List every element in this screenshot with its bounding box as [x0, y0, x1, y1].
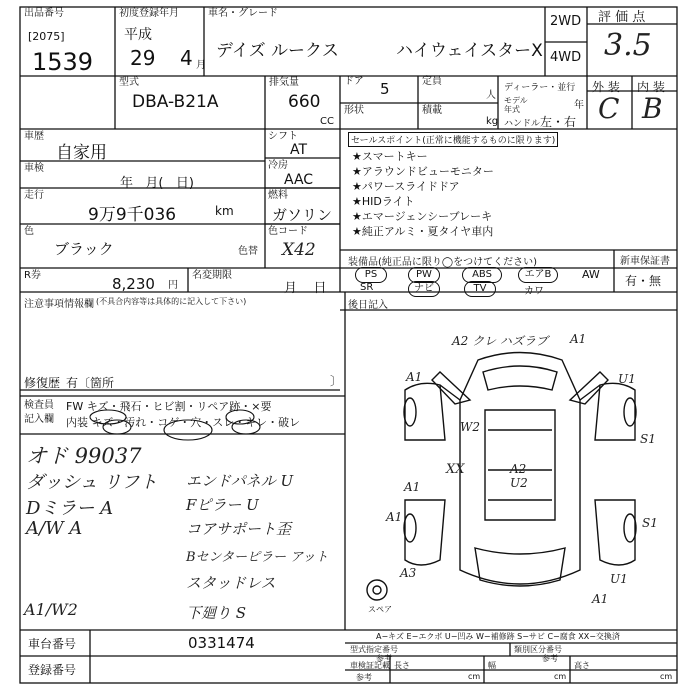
- reg-month-unit: 月: [196, 60, 206, 71]
- model-code: DBA-B21A: [132, 92, 219, 112]
- sales-point-item: ★アラウンドビューモニター: [352, 165, 494, 178]
- class-label: 類別区分番号: [514, 645, 562, 654]
- kg-unit: kg: [486, 116, 499, 127]
- diagram-note: W2: [460, 420, 480, 434]
- seats-label: 定員: [422, 76, 442, 87]
- seats-unit: 人: [486, 90, 496, 101]
- model-spec-ref: 参考: [376, 654, 392, 663]
- length-unit: cm: [468, 672, 481, 681]
- displacement-label: 排気量: [269, 77, 299, 88]
- equip-ps: PS: [355, 267, 387, 283]
- reg-year: 29: [130, 46, 156, 70]
- interior-label: 内 装: [637, 80, 665, 94]
- sales-points-list: [352, 149, 494, 239]
- exterior-grade: C: [598, 92, 620, 125]
- handle-label: ハンドル: [504, 119, 541, 129]
- recycle-unit: 円: [168, 280, 178, 291]
- mileage-label: 走行: [24, 190, 44, 201]
- color-code-label: 色コード: [268, 226, 308, 237]
- hand-note: オド 99037: [26, 444, 142, 468]
- fuel-label: 燃料: [268, 190, 288, 201]
- diagram-note: A1: [386, 510, 403, 524]
- rear-seat-label: 後日記入: [348, 300, 388, 311]
- damage-legend: A−キズ E−エクボ U−凹み W−補修跡 S−サビ C−腐食 XX−交換済: [376, 632, 620, 641]
- fuel-value: ガソリン: [272, 206, 333, 224]
- diagram-note: A1: [406, 370, 423, 384]
- reg-month: 4: [180, 46, 193, 70]
- inspector-label-1: 検査員: [24, 400, 54, 411]
- shape-label: 形状: [344, 105, 364, 116]
- length-label: 長さ: [394, 661, 410, 670]
- shift-value: AT: [290, 142, 308, 158]
- reg-number-label: 登録番号: [28, 663, 77, 677]
- recycle-label: R券: [24, 270, 41, 281]
- dealer-label: ディーラー・並行: [504, 83, 576, 93]
- diagram-note: A1: [592, 592, 609, 606]
- width-unit: cm: [554, 672, 567, 681]
- model-label: 型式: [119, 77, 139, 88]
- equip-tv: TV: [464, 281, 496, 297]
- sales-point-item: ★スマートキー: [352, 150, 428, 163]
- usage-label: 車歴: [24, 131, 44, 142]
- diagram-note: A3: [400, 566, 417, 580]
- drive-2wd: 2WD: [550, 14, 582, 29]
- sales-point-item: ★HIDライト: [352, 195, 415, 208]
- doors-value: 5: [380, 80, 390, 98]
- hand-note: エンドパネル U: [186, 472, 294, 490]
- color-label: 色: [24, 226, 34, 237]
- equip-sr: SR: [360, 282, 374, 293]
- inspector-row-2: 内装 キズ・汚れ・コゲ・穴・スレ・キレ・破レ: [66, 416, 301, 429]
- height-label: 高さ: [574, 661, 590, 670]
- cc-unit: CC: [320, 116, 334, 127]
- diagram-note: U1: [610, 572, 628, 586]
- spare-label: スペア: [368, 605, 392, 614]
- model-year-label: モデル年式: [504, 96, 528, 114]
- height-unit: cm: [660, 672, 673, 681]
- diagram-note: A2 クレ ハズラブ: [452, 334, 548, 348]
- shaken-label: 車検: [24, 163, 44, 174]
- diagram-note: A2 U2: [510, 462, 528, 490]
- equip-aw: AW: [582, 268, 600, 281]
- diagram-note: U1: [618, 372, 636, 386]
- hand-note: A1/W2: [24, 600, 78, 619]
- hand-note: Fピラー U: [186, 496, 259, 514]
- diagram-note: XX: [446, 462, 465, 477]
- equip-navi: ナビ: [408, 281, 440, 297]
- hand-note: コアサポート歪: [186, 520, 292, 538]
- score-label: 評 価 点: [598, 10, 646, 25]
- class-ref: 参考: [542, 654, 558, 663]
- mileage-value: 9万9千036: [88, 205, 177, 225]
- repair-label: 修復歴: [24, 376, 61, 390]
- first-reg-label: 初度登録年月: [119, 8, 179, 19]
- displacement: 660: [288, 92, 321, 112]
- inspector-label-2: 記入欄: [24, 414, 54, 425]
- color-code-value: X42: [282, 240, 316, 260]
- load-label: 積載: [422, 105, 442, 116]
- sales-point-item: ★純正アルミ・夏タイヤ車内: [352, 225, 494, 238]
- lot-sub: [2075]: [28, 30, 65, 43]
- hand-note: Dミラー A: [26, 498, 114, 519]
- hand-note: Bセンターピラー アット: [186, 550, 329, 565]
- km-unit: km: [215, 204, 234, 218]
- diagram-note: A1: [404, 480, 421, 494]
- sales-points-title: セールスポイント(正常に機能するものに限ります): [348, 132, 558, 147]
- grade: ハイウェイスターX: [396, 41, 543, 61]
- shift-label: シフト: [268, 131, 298, 142]
- drive-4wd: 4WD: [550, 50, 582, 65]
- car-label: 車名・グレード: [208, 8, 278, 19]
- hand-note: 下廻り S: [186, 604, 247, 622]
- interior-grade: B: [642, 92, 663, 125]
- equip-airbag: エアB: [518, 267, 558, 283]
- model-spec-label: 型式指定番号: [350, 645, 398, 654]
- shaken-value: 年 月( 日): [120, 176, 194, 191]
- car-diagram: [367, 353, 636, 601]
- score-value: 3.5: [604, 28, 652, 63]
- chassis-value: 0331474: [188, 634, 255, 652]
- lot-label: 出品番号: [24, 8, 64, 19]
- cert-ref: 参考: [356, 673, 372, 682]
- lot-number: 1539: [32, 48, 94, 76]
- diagram-note: S1: [642, 516, 658, 530]
- equip-pw: PW: [408, 267, 440, 283]
- inspector-row-1: FW キズ・飛石・ヒビ割・リペア跡・×要: [66, 400, 272, 413]
- handle-value: 左・右: [540, 115, 577, 129]
- recycle-value: 8,230: [112, 275, 155, 293]
- hand-note: ダッシュ リフト: [26, 472, 158, 493]
- car-name: デイズ ルークス: [216, 41, 339, 61]
- repair-value: 有〔箇所: [66, 376, 115, 390]
- color-value: ブラック: [54, 240, 114, 258]
- new-warranty-value: 有・無: [625, 274, 662, 288]
- width-label: 幅: [488, 661, 496, 670]
- diagram-note: S1: [640, 432, 656, 446]
- equip-leather: カワ: [524, 286, 544, 297]
- exterior-label: 外 装: [592, 80, 620, 94]
- color-change-label: 色替: [238, 246, 258, 257]
- new-warranty-label: 新車保証書: [620, 256, 670, 267]
- ac-label: 冷房: [268, 160, 288, 171]
- name-change-label: 名変期限: [192, 270, 232, 281]
- equipment-title: 装備品(純正品に限り◯をつけてください): [348, 257, 537, 268]
- diagram-note: A1: [570, 332, 587, 346]
- era: 平成: [124, 27, 152, 43]
- hand-note: A/W A: [26, 518, 83, 539]
- doors-label: ドア: [344, 76, 364, 87]
- equip-abs: ABS: [462, 267, 502, 283]
- caution-title: 注意事項情報欄: [24, 299, 94, 310]
- usage-value: 自家用: [56, 143, 107, 163]
- sales-point-item: ★パワースライドドア: [352, 180, 460, 193]
- name-change-value: 月 日: [284, 281, 327, 296]
- repair-close: 〕: [330, 374, 343, 388]
- hand-note: スタッドレス: [186, 574, 276, 592]
- sales-point-item: ★エマージェンシーブレーキ: [352, 210, 493, 223]
- chassis-label: 車台番号: [28, 637, 77, 651]
- cert-label: 車検証記載: [350, 661, 390, 670]
- caution-sub: (不具合内容等は具体的に記入して下さい): [96, 297, 247, 306]
- year-unit: 年: [574, 100, 584, 111]
- ac-value: AAC: [284, 172, 314, 188]
